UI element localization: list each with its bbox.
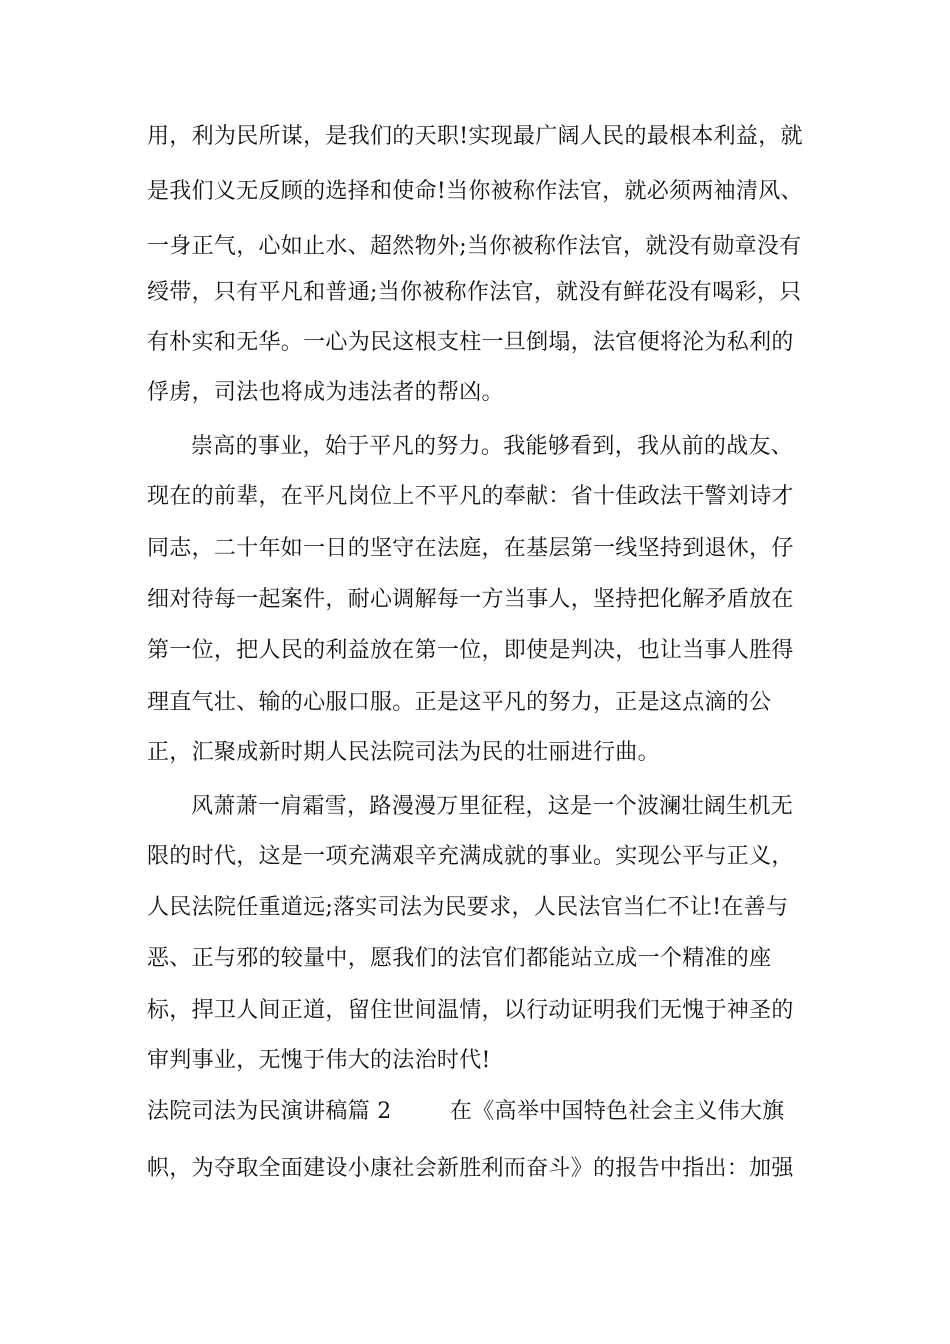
section-title-line: 法院司法为民演讲稿篇 2 在《高举中国特色社会主义伟大旗 [147, 1099, 785, 1124]
text-line: 是我们义无反顾的选择和使命!当你被称作法官，就必须两袖清风、 [147, 179, 803, 204]
text-line: 理直气壮、输的心服口服。正是这平凡的努力，正是这点滴的公 [147, 690, 772, 715]
text-line: 第一位，把人民的利益放在第一位，即使是判决，也让当事人胜得 [147, 638, 794, 663]
text-line: 恶、正与邪的较量中，愿我们的法官们都能站立成一个精准的座 [147, 946, 772, 971]
text-line: 标，捍卫人间正道，留住世间温情，以行动证明我们无愧于神圣的 [147, 998, 794, 1023]
text-line: 审判事业，无愧于伟大的法治时代! [147, 1048, 491, 1073]
text-line: 人民法院任重道远;落实司法为民要求，人民法官当仁不让!在善与 [147, 895, 789, 920]
text-line: 绶带，只有平凡和普通;当你被称作法官，就没有鲜花没有喝彩，只 [147, 280, 802, 305]
text-line: 有朴实和无华。一心为民这根支柱一旦倒塌，法官便将沦为私利的 [147, 330, 794, 355]
text-line: 同志，二十年如一日的坚守在法庭，在基层第一线坚持到退休，仔 [147, 536, 794, 561]
text-line: 帜，为夺取全面建设小康社会新胜利而奋斗》的报告中指出：加强 [147, 1156, 794, 1181]
text-line: 正，汇聚成新时期人民法院司法为民的壮丽进行曲。 [147, 740, 660, 765]
text-line: 用，利为民所谋，是我们的天职!实现最广阔人民的最根本利益，就 [147, 124, 803, 149]
text-line: 细对待每一起案件，耐心调解每一方当事人，坚持把化解矛盾放在 [147, 587, 794, 612]
text-line: 限的时代，这是一项充满艰辛充满成就的事业。实现公平与正义， [147, 844, 794, 869]
text-line: 一身正气，心如止水、超然物外;当你被称作法官，就没有勋章没有 [147, 234, 802, 259]
text-line: 俘虏，司法也将成为违法者的帮凶。 [147, 380, 504, 405]
text-line: 现在的前辈，在平凡岗位上不平凡的奉献：省十佳政法干警刘诗才 [147, 484, 794, 509]
paragraph-first-line: 风萧萧一肩霜雪，路漫漫万里征程，这是一个波澜壮阔生机无 [191, 794, 794, 819]
paragraph-first-line: 崇高的事业，始于平凡的努力。我能够看到，我从前的战友、 [191, 434, 794, 459]
